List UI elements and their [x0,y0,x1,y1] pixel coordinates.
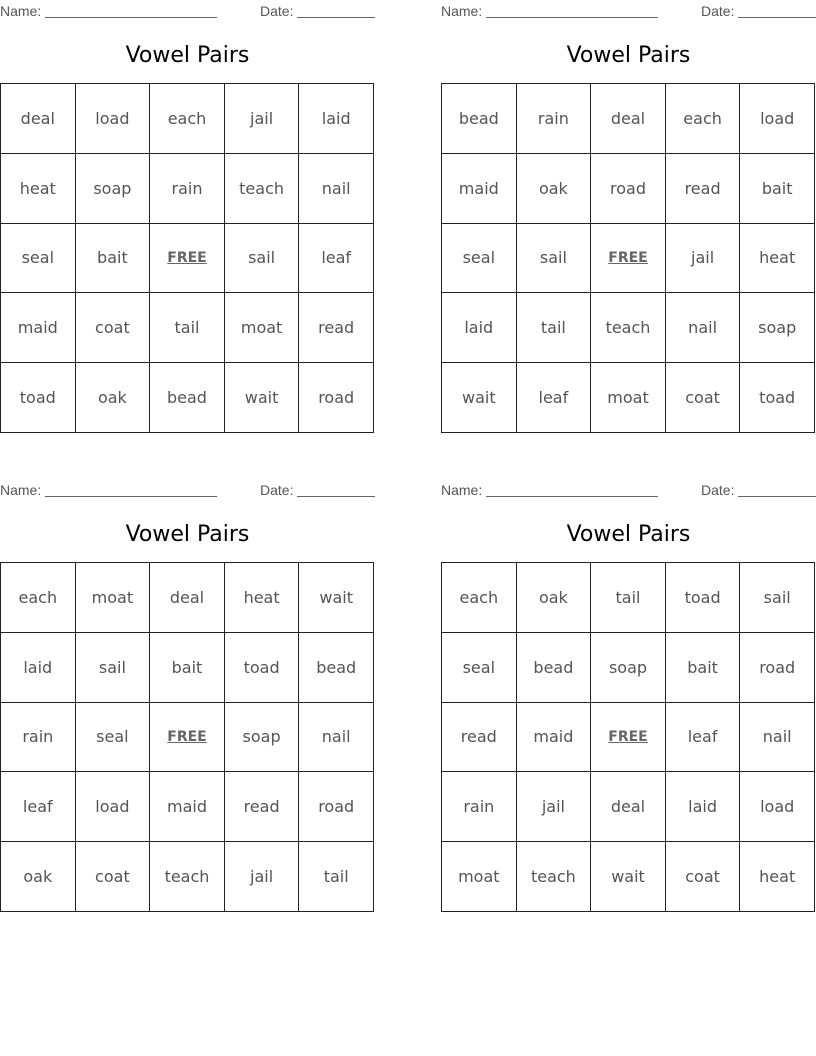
word-cell: laid [442,293,517,363]
date-blank [297,3,375,18]
word-cell: laid [666,772,741,842]
name-label: Name: [441,3,483,19]
word-cell: heat [225,563,300,633]
word-cell: rain [517,84,592,154]
word-cell: leaf [666,703,741,773]
date-blank [297,482,375,497]
word-cell: soap [740,293,815,363]
word-cell: heat [740,224,815,294]
word-cell: wait [299,563,374,633]
card-header [441,3,816,19]
word-cell: oak [1,842,76,912]
word-cell: bead [517,633,592,703]
word-cell: each [442,563,517,633]
word-cell: read [299,293,374,363]
word-cell: seal [442,633,517,703]
card-header [0,3,375,19]
word-cell: soap [225,703,300,773]
word-cell: tail [150,293,225,363]
word-cell: rain [1,703,76,773]
name-label: Name: [0,482,42,498]
name-label: Name: [0,3,42,19]
word-cell: toad [666,563,741,633]
word-cell: leaf [1,772,76,842]
word-cell: oak [76,363,151,433]
word-cell: road [299,772,374,842]
word-cell: rain [150,154,225,224]
word-cell: deal [591,84,666,154]
word-cell: seal [442,224,517,294]
word-cell: heat [1,154,76,224]
word-cell: tail [591,563,666,633]
word-cell: soap [591,633,666,703]
word-cell: sail [517,224,592,294]
word-cell: nail [740,703,815,773]
word-cell: moat [76,563,151,633]
word-cell: toad [740,363,815,433]
word-cell: seal [1,224,76,294]
word-cell: rain [442,772,517,842]
word-cell: maid [517,703,592,773]
word-cell: wait [442,363,517,433]
word-cell: laid [299,84,374,154]
free-space-cell: FREE [591,224,666,294]
word-cell: maid [442,154,517,224]
word-cell: deal [150,563,225,633]
word-cell: deal [1,84,76,154]
card-title: Vowel Pairs [566,43,691,68]
name-blank [45,3,217,18]
word-cell: read [225,772,300,842]
word-cell: tail [517,293,592,363]
bingo-grid [0,83,374,433]
name-blank [486,482,658,497]
word-cell: deal [591,772,666,842]
word-cell: bait [76,224,151,294]
word-cell: oak [517,154,592,224]
word-cell: moat [225,293,300,363]
word-cell: road [591,154,666,224]
card-header [441,482,816,498]
date-blank [738,3,816,18]
word-cell: nail [299,154,374,224]
bingo-card [0,0,375,435]
word-cell: sail [740,563,815,633]
word-cell: tail [299,842,374,912]
word-cell: bead [299,633,374,703]
word-cell: bead [442,84,517,154]
word-cell: coat [666,363,741,433]
word-cell: sail [225,224,300,294]
free-space-cell: FREE [150,703,225,773]
word-cell: oak [517,563,592,633]
word-cell: coat [76,842,151,912]
word-cell: road [740,633,815,703]
word-cell: leaf [299,224,374,294]
word-cell: soap [76,154,151,224]
word-cell: load [740,772,815,842]
word-cell: bait [150,633,225,703]
word-cell: coat [666,842,741,912]
word-cell: load [76,772,151,842]
word-cell: leaf [517,363,592,433]
word-cell: maid [1,293,76,363]
name-blank [45,482,217,497]
bingo-card [441,0,816,435]
date-label: Date: [701,482,735,498]
word-cell: bait [740,154,815,224]
word-cell: jail [225,842,300,912]
word-cell: laid [1,633,76,703]
bingo-grid [441,562,815,912]
word-cell: nail [299,703,374,773]
card-title: Vowel Pairs [125,43,250,68]
word-cell: load [740,84,815,154]
date-label: Date: [260,3,294,19]
card-title: Vowel Pairs [566,522,691,547]
bingo-card [441,479,816,914]
word-cell: road [299,363,374,433]
bingo-grid [0,562,374,912]
word-cell: wait [591,842,666,912]
word-cell: nail [666,293,741,363]
word-cell: seal [76,703,151,773]
word-cell: teach [517,842,592,912]
name-blank [486,3,658,18]
word-cell: read [666,154,741,224]
date-label: Date: [260,482,294,498]
word-cell: heat [740,842,815,912]
word-cell: maid [150,772,225,842]
free-space-cell: FREE [150,224,225,294]
card-header [0,482,375,498]
date-blank [738,482,816,497]
word-cell: jail [666,224,741,294]
word-cell: jail [225,84,300,154]
word-cell: teach [591,293,666,363]
bingo-card [0,479,375,914]
word-cell: each [666,84,741,154]
bingo-grid [441,83,815,433]
word-cell: moat [591,363,666,433]
word-cell: each [150,84,225,154]
word-cell: teach [150,842,225,912]
word-cell: moat [442,842,517,912]
word-cell: bait [666,633,741,703]
card-title: Vowel Pairs [125,522,250,547]
word-cell: toad [1,363,76,433]
free-space-cell: FREE [591,703,666,773]
word-cell: teach [225,154,300,224]
word-cell: wait [225,363,300,433]
word-cell: sail [76,633,151,703]
word-cell: each [1,563,76,633]
date-label: Date: [701,3,735,19]
name-label: Name: [441,482,483,498]
word-cell: bead [150,363,225,433]
word-cell: coat [76,293,151,363]
word-cell: toad [225,633,300,703]
word-cell: read [442,703,517,773]
word-cell: load [76,84,151,154]
word-cell: jail [517,772,592,842]
